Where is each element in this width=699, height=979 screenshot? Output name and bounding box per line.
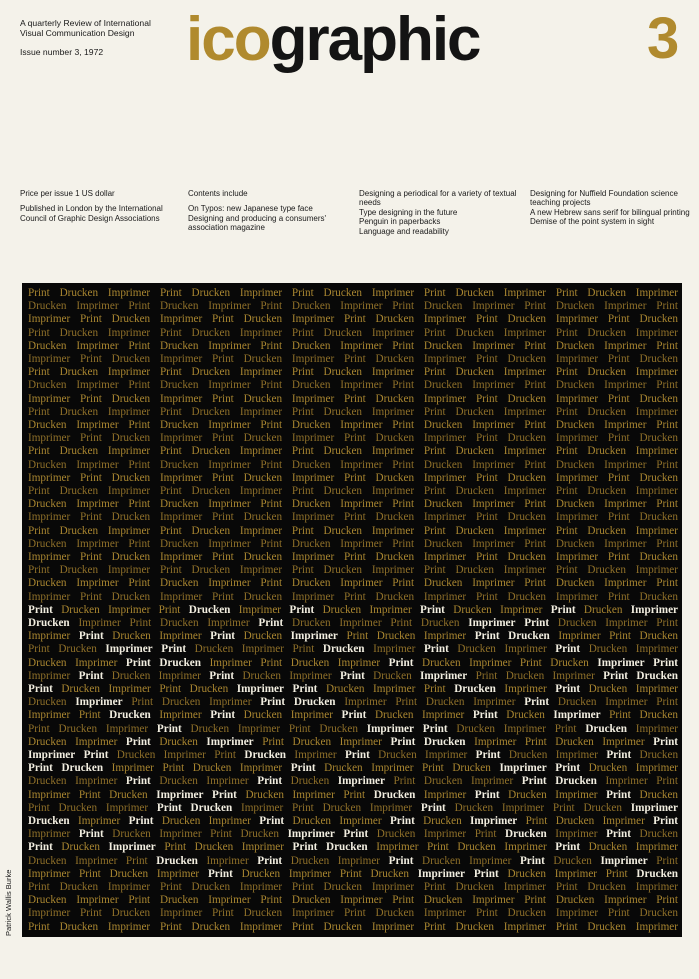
issue-label: Issue number 3, 1972: [20, 47, 104, 57]
pattern-line: Imprimer Print Drucken Imprimer Print Drucken Imprimer Print Drucken Imprimer Print Drucken Imprimer Print Drucken: [28, 907, 678, 920]
pattern-line: Imprimer Print Drucken Imprimer Print Drucken Imprimer Print Drucken Imprimer Print Drucken Imprimer Print Drucken: [28, 313, 678, 326]
pattern-line: Print Drucken Imprimer Print Drucken Imprimer Print Drucken Imprimer Print Drucken Imprimer Print Drucken Imprimer: [28, 366, 678, 379]
logo-graphic: graphic: [269, 5, 480, 74]
tagline-line-2: Visual Communication Design: [20, 28, 135, 38]
contents-item: On Typos: new Japanese type face: [188, 204, 313, 214]
masthead-info: [20, 18, 185, 57]
pattern-line: Drucken Imprimer Print Drucken Imprimer Print Drucken Imprimer Print Drucken Imprimer Print Drucken Imprimer Print: [28, 775, 678, 788]
pattern-line: Imprimer Print Drucken Imprimer Print Drucken Imprimer Print Drucken Imprimer Print Drucken Imprimer Print Drucken: [28, 471, 678, 484]
pattern-line: Drucken Imprimer Print Drucken Imprimer Print Drucken Imprimer Print Drucken Imprimer Print Drucken Imprimer Print: [28, 458, 678, 471]
pattern-line: Print Drucken Imprimer Print Drucken Imprimer Print Drucken Imprimer Print Drucken Imprimer Print Drucken Imprimer: [28, 485, 678, 497]
pattern-line: Drucken Imprimer Print Drucken Imprimer Print Drucken Imprimer Print Drucken Imprimer Print Drucken Imprimer Print: [28, 894, 678, 907]
pattern-line: Print Drucken Imprimer Print Drucken Imprimer Print Drucken Imprimer Print Drucken Imprimer Print Drucken Imprimer: [28, 524, 678, 537]
pattern-line: Print Drucken Imprimer Print Drucken Imprimer Print Drucken Imprimer Print Drucken Imprimer Print Drucken Imprimer: [28, 405, 678, 418]
pattern-line: Imprimer Print Drucken Imprimer Print Drucken Imprimer Print Drucken Imprimer Print Drucken Imprimer Print Drucken: [28, 828, 678, 841]
price-text: Price per issue 1 US dollar: [20, 189, 115, 198]
pattern-line: Imprimer Print Drucken Imprimer Print Drucken Imprimer Print Drucken Imprimer Print Drucken Imprimer Print Drucken: [28, 392, 678, 405]
pattern-line: Imprimer Print Drucken Imprimer Print Drucken Imprimer Print Drucken Imprimer Print Drucken Imprimer Print Drucken: [28, 551, 678, 563]
pattern-line: Imprimer Print Drucken Imprimer Print Drucken Imprimer Print Drucken Imprimer Print Drucken Imprimer Print Drucken: [28, 590, 678, 603]
pattern-line: Print Drucken Imprimer Print Drucken Imprimer Print Drucken Imprimer Print Drucken Imprimer Print Drucken Imprimer: [28, 801, 678, 814]
pattern-line: Imprimer Print Drucken Imprimer Print Drucken Imprimer Print Drucken Imprimer Print Drucken Imprimer Print Drucken: [28, 353, 678, 365]
pattern-line: Print Drucken Imprimer Print Drucken Imprimer Print Drucken Imprimer Print Drucken Imprimer Print Drucken Imprimer: [28, 326, 678, 339]
pattern-line: Imprimer Print Drucken Imprimer Print Drucken Imprimer Print Drucken Imprimer Print Drucken Imprimer Print Drucken: [28, 709, 678, 722]
pattern-line: Imprimer Print Drucken Imprimer Print Drucken Imprimer Print Drucken Imprimer Print Drucken Imprimer Print Drucken: [28, 749, 678, 761]
pattern-line: Drucken Imprimer Print Drucken Imprimer Print Drucken Imprimer Print Drucken Imprimer Print Drucken Imprimer Print: [28, 854, 678, 867]
pattern-line: Drucken Imprimer Print Drucken Imprimer Print Drucken Imprimer Print Drucken Imprimer Print Drucken Imprimer Print: [28, 379, 678, 392]
column-contents-1: [188, 189, 348, 238]
pattern-line: Drucken Imprimer Print Drucken Imprimer Print Drucken Imprimer Print Drucken Imprimer Print Drucken Imprimer Print: [28, 815, 678, 827]
contents-item: Language and readability: [359, 226, 449, 236]
pattern-line: Print Drucken Imprimer Print Drucken Imprimer Print Drucken Imprimer Print Drucken Imprimer Print Drucken Imprimer: [28, 722, 678, 735]
pattern-line: Drucken Imprimer Print Drucken Imprimer Print Drucken Imprimer Print Drucken Imprimer Print Drucken Imprimer Print: [28, 419, 678, 431]
column-contents-3: [530, 189, 690, 232]
pattern-line: Print Drucken Imprimer Print Drucken Imprimer Print Drucken Imprimer Print Drucken Imprimer Print Drucken Imprimer: [28, 920, 678, 933]
column-contents-2: [359, 189, 524, 241]
pattern-line: Drucken Imprimer Print Drucken Imprimer Print Drucken Imprimer Print Drucken Imprimer Print Drucken Imprimer Print: [28, 498, 678, 511]
contents-item: A new Hebrew sans serif for bilingual printing: [530, 207, 690, 217]
pattern-line: Drucken Imprimer Print Drucken Imprimer Print Drucken Imprimer Print Drucken Imprimer Print Drucken Imprimer Print: [28, 339, 678, 352]
pattern-line: Imprimer Print Drucken Imprimer Print Drucken Imprimer Print Drucken Imprimer Print Drucken Imprimer Print Drucken: [28, 511, 678, 524]
pattern-line: Print Drucken Imprimer Print Drucken Imprimer Print Drucken Imprimer Print Drucken Imprimer Print Drucken Imprimer: [28, 762, 678, 775]
contents-item: Type designing in the future: [359, 207, 458, 217]
pattern-line: Drucken Imprimer Print Drucken Imprimer Print Drucken Imprimer Print Drucken Imprimer Print Drucken Imprimer Print: [28, 537, 678, 550]
pattern-line: Drucken Imprimer Print Drucken Imprimer Print Drucken Imprimer Print Drucken Imprimer Print Drucken Imprimer Print: [28, 656, 678, 669]
pattern-line: Print Drucken Imprimer Print Drucken Imprimer Print Drucken Imprimer Print Drucken Imprimer Print Drucken Imprimer: [28, 881, 678, 893]
pattern-line: Print Drucken Imprimer Print Drucken Imprimer Print Drucken Imprimer Print Drucken Imprimer Print Drucken Imprimer: [28, 643, 678, 656]
issue-numeral: 3: [647, 6, 680, 71]
pattern-line: Print Drucken Imprimer Print Drucken Imprimer Print Drucken Imprimer Print Drucken Imprimer Print Drucken Imprimer: [28, 287, 678, 299]
typographic-artwork: [22, 283, 682, 937]
pattern-line: Imprimer Print Drucken Imprimer Print Drucken Imprimer Print Drucken Imprimer Print Drucken Imprimer Print Drucken: [28, 867, 678, 880]
publisher-text: Published in London by the International Council of Graphic Design Associations: [20, 204, 163, 223]
pattern-line: Print Drucken Imprimer Print Drucken Imprimer Print Drucken Imprimer Print Drucken Imprimer Print Drucken Imprimer: [28, 445, 678, 458]
pattern-line: Drucken Imprimer Print Drucken Imprimer Print Drucken Imprimer Print Drucken Imprimer Print Drucken Imprimer Print: [28, 617, 678, 629]
pattern-line: Print Drucken Imprimer Print Drucken Imprimer Print Drucken Imprimer Print Drucken Imprimer Print Drucken Imprimer: [28, 603, 678, 616]
pattern-line: Drucken Imprimer Print Drucken Imprimer Print Drucken Imprimer Print Drucken Imprimer Print Drucken Imprimer Print: [28, 300, 678, 313]
pattern-line: Print Drucken Imprimer Print Drucken Imprimer Print Drucken Imprimer Print Drucken Imprimer Print Drucken Imprimer: [28, 683, 678, 695]
pattern-line: Print Drucken Imprimer Print Drucken Imprimer Print Drucken Imprimer Print Drucken Imprimer Print Drucken Imprimer: [28, 564, 678, 577]
column-publication: [20, 189, 170, 228]
contents-item: Designing a periodical for a variety of textual needs: [359, 189, 517, 208]
contents-item: Designing for Nuffield Foundation science teaching projects: [530, 189, 678, 208]
pattern-line: Imprimer Print Drucken Imprimer Print Drucken Imprimer Print Drucken Imprimer Print Drucken Imprimer Print Drucken: [28, 669, 678, 682]
pattern-line: Imprimer Print Drucken Imprimer Print Drucken Imprimer Print Drucken Imprimer Print Drucken Imprimer Print Drucken: [28, 432, 678, 445]
logo: [186, 2, 480, 78]
pattern-line: Imprimer Print Drucken Imprimer Print Drucken Imprimer Print Drucken Imprimer Print Drucken Imprimer Print Drucken: [28, 788, 678, 801]
pattern-line: Drucken Imprimer Print Drucken Imprimer Print Drucken Imprimer Print Drucken Imprimer Print Drucken Imprimer Print: [28, 696, 678, 709]
contents-item: Penguin in paperbacks: [359, 217, 441, 227]
pattern-line: Print Drucken Imprimer Print Drucken Imprimer Print Drucken Imprimer Print Drucken Imprimer Print Drucken Imprimer: [28, 841, 678, 854]
contents-item: Demise of the point system in sight: [530, 217, 655, 227]
contents-item: Designing and producing a consumers' association magazine: [188, 213, 327, 233]
logo-ico: ico: [186, 5, 270, 74]
pattern-line: Imprimer Print Drucken Imprimer Print Drucken Imprimer Print Drucken Imprimer Print Drucken Imprimer Print Drucken: [28, 630, 678, 643]
pattern-line: Drucken Imprimer Print Drucken Imprimer Print Drucken Imprimer Print Drucken Imprimer Print Drucken Imprimer Print: [28, 735, 678, 748]
tagline-line-1: A quarterly Review of International: [20, 18, 151, 28]
pattern-line: Drucken Imprimer Print Drucken Imprimer Print Drucken Imprimer Print Drucken Imprimer Print Drucken Imprimer Print: [28, 577, 678, 590]
contents-heading: Contents include: [188, 189, 248, 198]
artist-credit: Patrick Wallis Burke: [4, 869, 13, 936]
